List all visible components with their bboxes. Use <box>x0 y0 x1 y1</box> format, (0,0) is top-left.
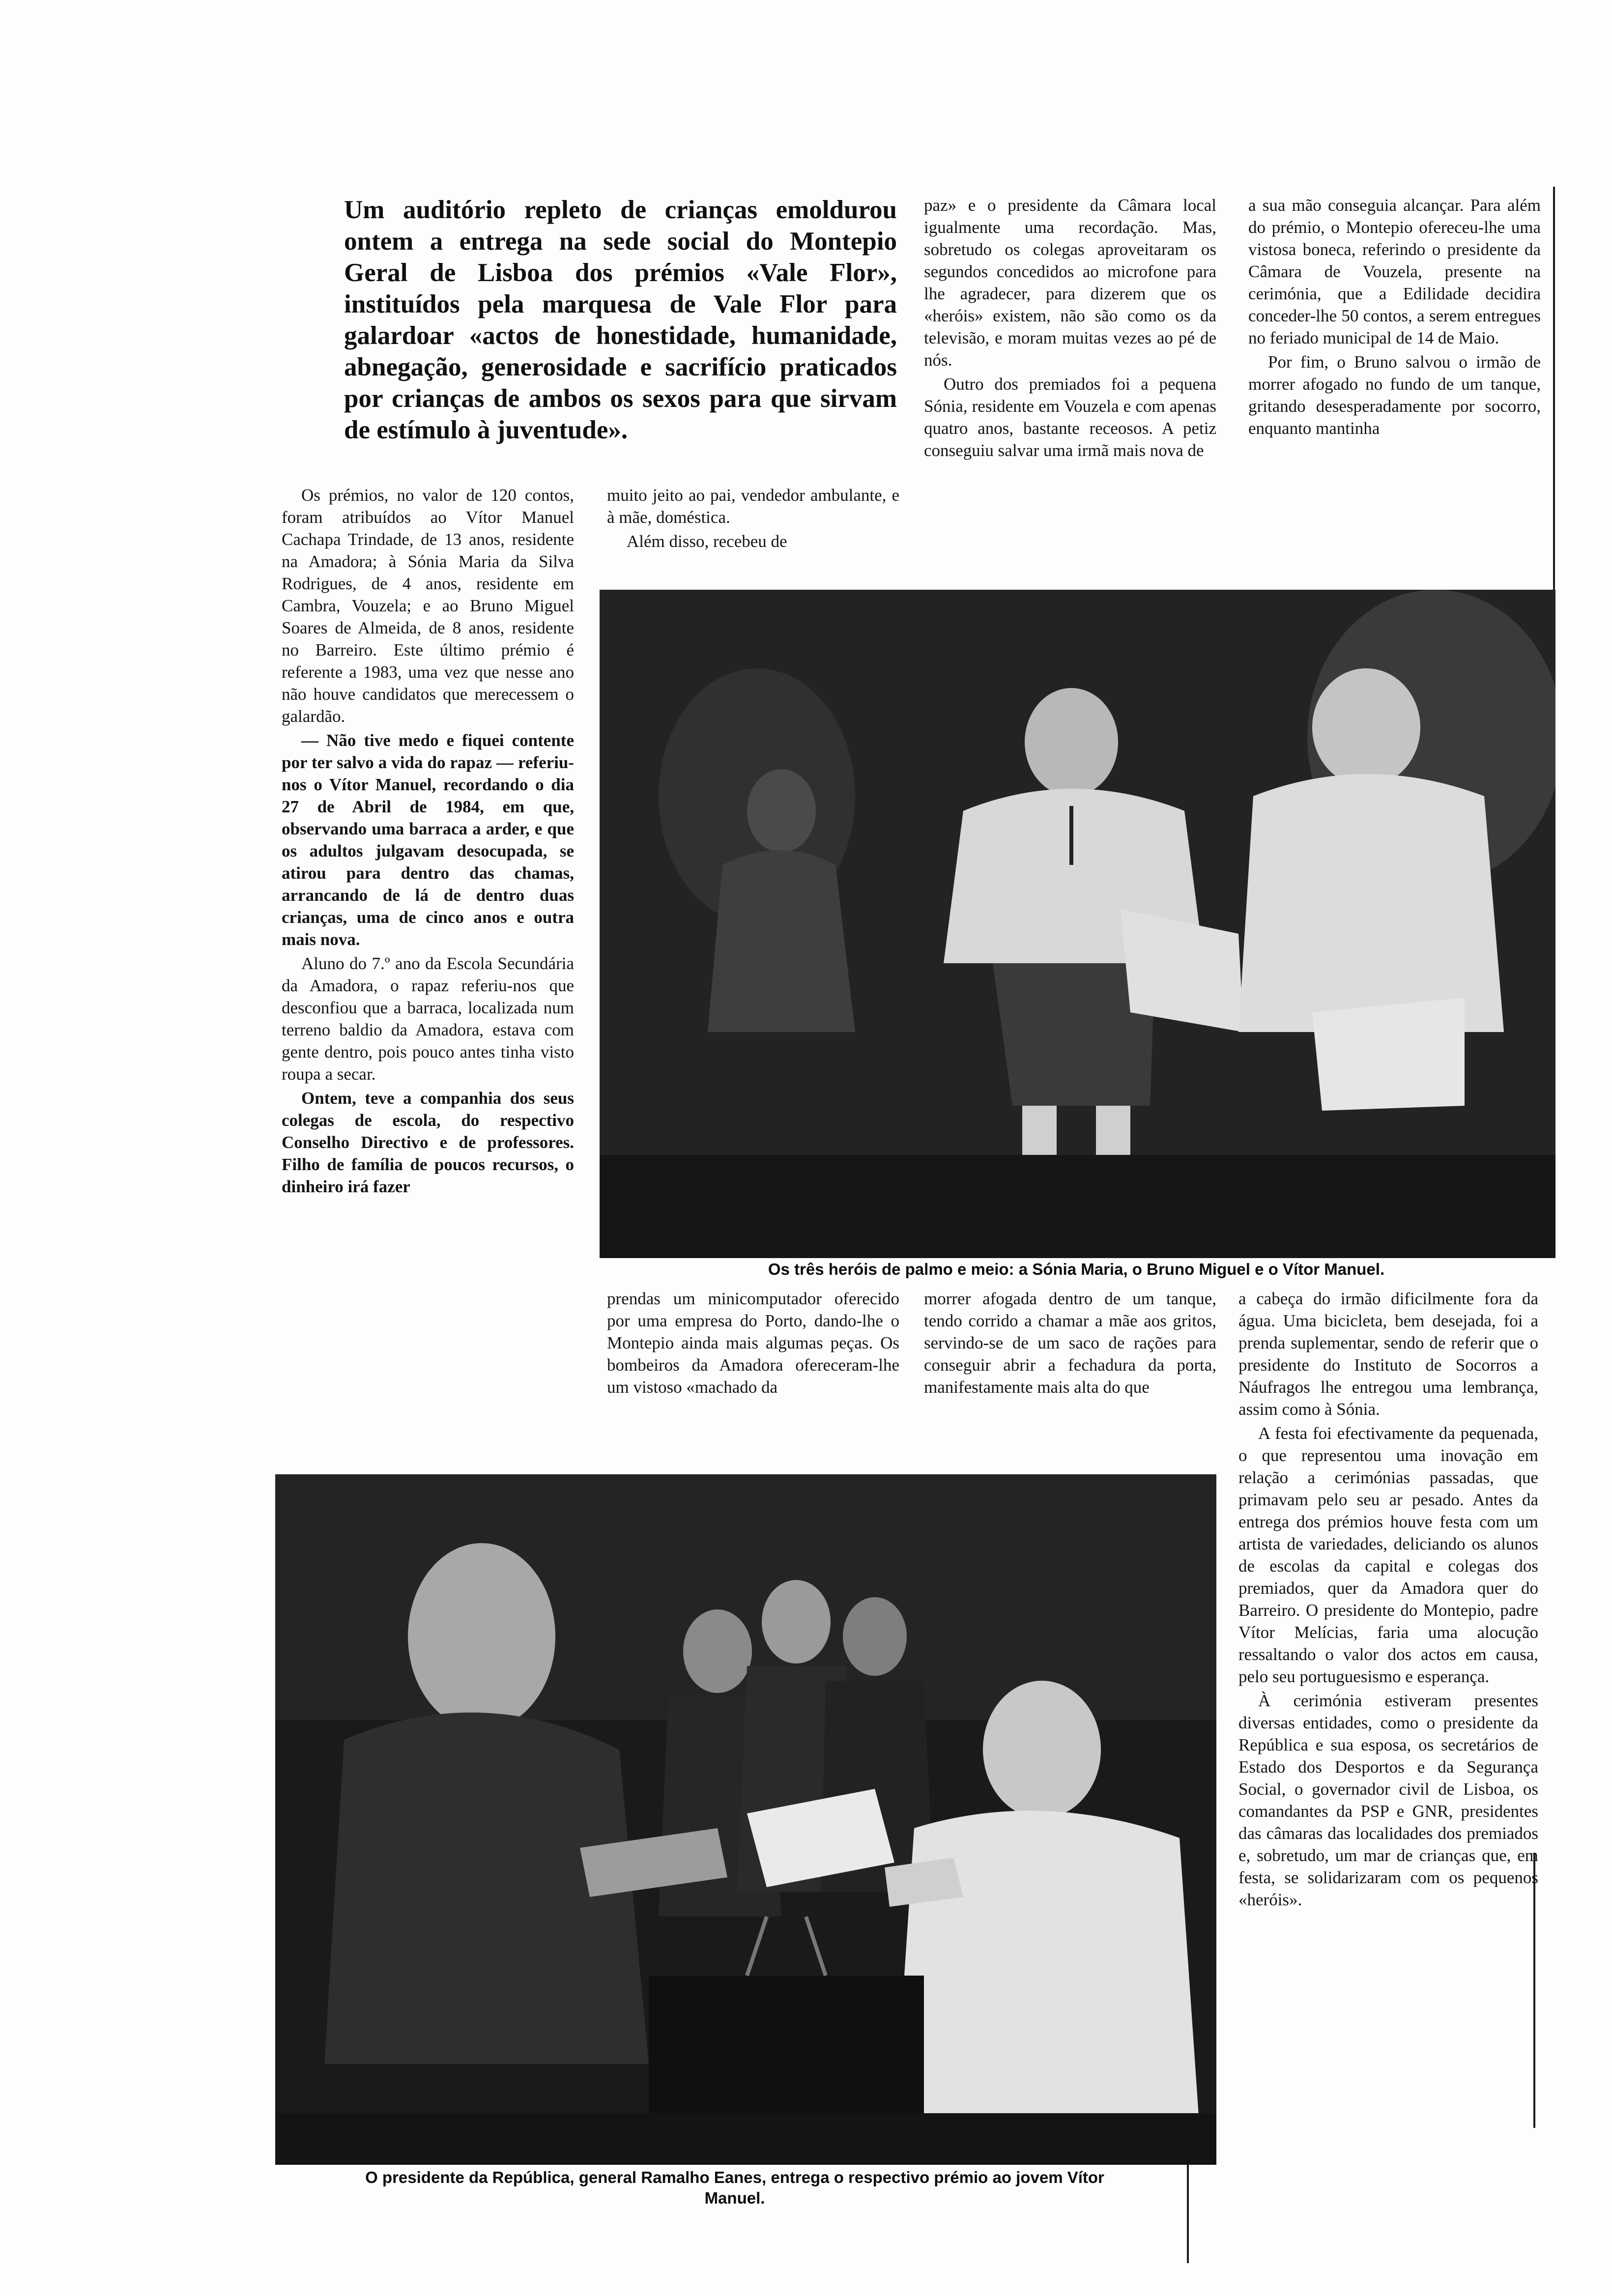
paragraph: Os prémios, no valor de 120 contos, foram atribuídos ao Vítor Manuel Cachapa Trindade, de 13 anos, residente na Amadora; à Sónia Maria da Silva Rodrigues, de 4 anos, residente em Cambra, Vouzela; e ao Bruno Miguel Soares de Almeida, de 8 anos, residente no Barreiro. Este último prémio é referente a 1983, uma vez que nesse ano não houve candidatos que merecessem o galardão. <box>282 486 574 726</box>
paragraph: a sua mão conseguia alcançar. Para além do prémio, o Montepio ofereceu-lhe uma vistosa boneca, referindo o presidente da Câmara de Vouzela, presente na cerimónia, que a Edilidade decidira conceder-lhe 50 contos, a serem entregues no feriado municipal de 14 de Maio. <box>1248 196 1541 347</box>
photo-three-children <box>600 590 1555 1258</box>
paragraph: paz» e o presidente da Câmara local igualmente uma recordação. Mas, sobretudo os colegas aproveitaram os segundos concedidos ao microfone para lhe agradecer, para dizerem que os «heróis» existem, não são como os da televisão, e moram muitas vezes ao pé de nós. <box>924 196 1216 370</box>
column-rule <box>1553 187 1555 590</box>
paragraph: À cerimónia estiveram presentes diversas entidades, como o presidente da República e sua esposa, os secretários de Estado dos Desportos e da Segurança Social, o governador civil de Lisboa, os comandantes da PSP e GNR, presidentes das câmaras das localidades dos premiados e, sobretudo, um mar de crianças que, em festa, se solidarizaram com os pequenos «heróis». <box>1238 1691 1538 1909</box>
article-column-4-top <box>1248 194 1541 582</box>
photo-three-children-image <box>600 590 1555 1258</box>
paragraph: muito jeito ao pai, vendedor ambulante, e à mãe, doméstica. <box>607 486 899 527</box>
paragraph: morrer afogada dentro de um tanque, tendo corrido a chamar a mãe aos gritos, servindo-se de um saco de rações para conseguir abrir a fechadura da porta, manifestamente mais alta do que <box>924 1289 1216 1397</box>
paragraph: Além disso, recebeu de <box>627 532 787 551</box>
article-column-4-bottom <box>1238 1288 1538 2275</box>
paragraph: Ontem, teve a companhia dos seus colegas de escola, do respectivo Conselho Directivo e de professores. Filho de família de poucos recursos, o dinheiro irá fazer <box>282 1089 574 1196</box>
article-column-1 <box>282 484 574 1472</box>
article-column-2-top <box>607 484 899 582</box>
paragraph: Aluno do 7.º ano da Escola Secundária da Amadora, o rapaz referiu-nos que desconfiou que a barraca, localizada num terreno baldio da Amadora, estava com gente dentro, pois pouco antes tinha visto roupa a secar. <box>282 954 574 1084</box>
photo-president-award-caption: O presidente da República, general Ramalho Eanes, entrega o respectivo prémio ao jovem Vítor Manuel. <box>365 2168 1104 2207</box>
paragraph: Outro dos premiados foi a pequena Sónia, residente em Vouzela e com apenas quatro anos, bastante receosos. A petiz conseguiu salvar uma irmã mais nova de <box>924 374 1216 460</box>
photo-president-award <box>275 1474 1216 2165</box>
photo-three-children-caption: Os três heróis de palmo e meio: a Sónia Maria, o Bruno Miguel e o Vítor Manuel. <box>768 1260 1385 1278</box>
paragraph: — Não tive medo e fiquei contente por ter salvo a vida do rapaz — referiu-nos o Vítor Manuel, recordando o dia 27 de Abril de 1984, em que, observando uma barraca a arder, e que os adultos julgavam desocupada, se atirou para dentro das chamas, arrancando de lá de dentro duas crianças, uma de cinco anos e outra mais nova. <box>282 731 574 949</box>
paragraph: prendas um minicomputador oferecido por uma empresa do Porto, dando-lhe o Montepio ainda mais algumas peças. Os bombeiros da Amadora ofereceram-lhe um vistoso «machado da <box>607 1289 899 1397</box>
article-column-3-top <box>924 194 1216 582</box>
paragraph: A festa foi efectivamente da pequenada, o que representou uma inovação em relação a cerimónias passadas, que primavam pelo seu ar pesado. Antes da entrega dos prémios houve festa com um artista de variedades, deliciando os alunos de escolas da capital e colegas dos premiados, quer da Amadora quer do Barreiro. O presidente do Montepio, padre Vítor Melícias, faria uma alocução ressaltando o valor dos actos em causa, pelo seu portuguesismo e esperança. <box>1238 1424 1538 1686</box>
photo-president-award-image <box>275 1474 1216 2165</box>
article-lede: Um auditório repleto de crianças emoldurou ontem a entrega na sede social do Montepio Geral de Lisboa dos prémios «Vale Flor», instituídos pela marquesa de Vale Flor para galardoar «actos de honestidade, humanidade, abnegação, generosidade e sacrifício praticados por crianças de ambos os sexos para que sirvam de estímulo à juventude». <box>344 196 897 444</box>
paragraph: Por fim, o Bruno salvou o irmão de morrer afogado no fundo de um tanque, gritando desesperadamente por socorro, enquanto mantinha <box>1248 352 1541 438</box>
article-column-3-mid <box>924 1288 1216 1464</box>
article-column-2-mid <box>607 1288 899 1464</box>
paragraph: a cabeça do irmão dificilmente fora da água. Uma bicicleta, bem desejada, foi a prenda suplementar, sendo de referir que o presidente do Instituto de Socorros a Náufragos lhe entregou uma lembrança, assim como à Sónia. <box>1238 1289 1538 1419</box>
